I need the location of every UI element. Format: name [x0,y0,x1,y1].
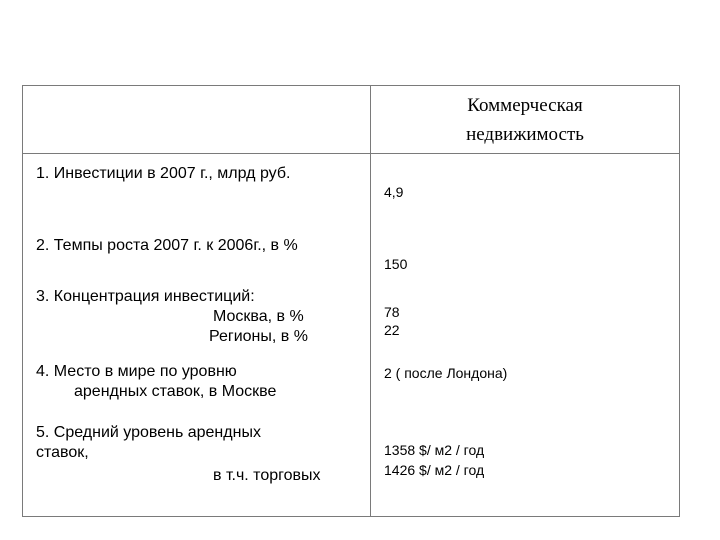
row-2-label: 2. Темпы роста 2007 г. к 2006г., в % [36,237,298,254]
row-3-value-moscow: 78 [384,304,400,320]
header-line-2: недвижимость [466,123,584,145]
header-divider [23,153,679,154]
row-5-value-1: 1358 $/ м2 / год [384,442,485,458]
data-table [22,85,680,517]
row-1-value: 4,9 [384,184,404,200]
row-5-label: 5. Средний уровень арендных [36,424,261,441]
row-2-value: 150 [384,256,408,272]
row-4-label: 4. Место в мире по уровню [36,363,237,380]
row-4-value: 2 ( после Лондона) [384,365,508,381]
row-5-sublabel-retail: в т.ч. торговых [213,467,321,484]
row-4-label-cont: арендных ставок, в Москве [74,383,277,400]
row-3-sublabel-moscow: Москва, в % [213,308,304,325]
row-5-value-2: 1426 $/ м2 / год [384,462,485,478]
row-1-label: 1. Инвестиции в 2007 г., млрд руб. [36,165,291,182]
column-header-commercial-real-estate [371,86,679,153]
row-3-value-regions: 22 [384,322,400,338]
row-5-label-cont: ставок, [36,444,89,461]
header-line-1: Коммерческая [467,94,583,116]
row-3-sublabel-regions: Регионы, в % [209,328,308,345]
row-3-label: 3. Концентрация инвестиций: [36,288,255,305]
